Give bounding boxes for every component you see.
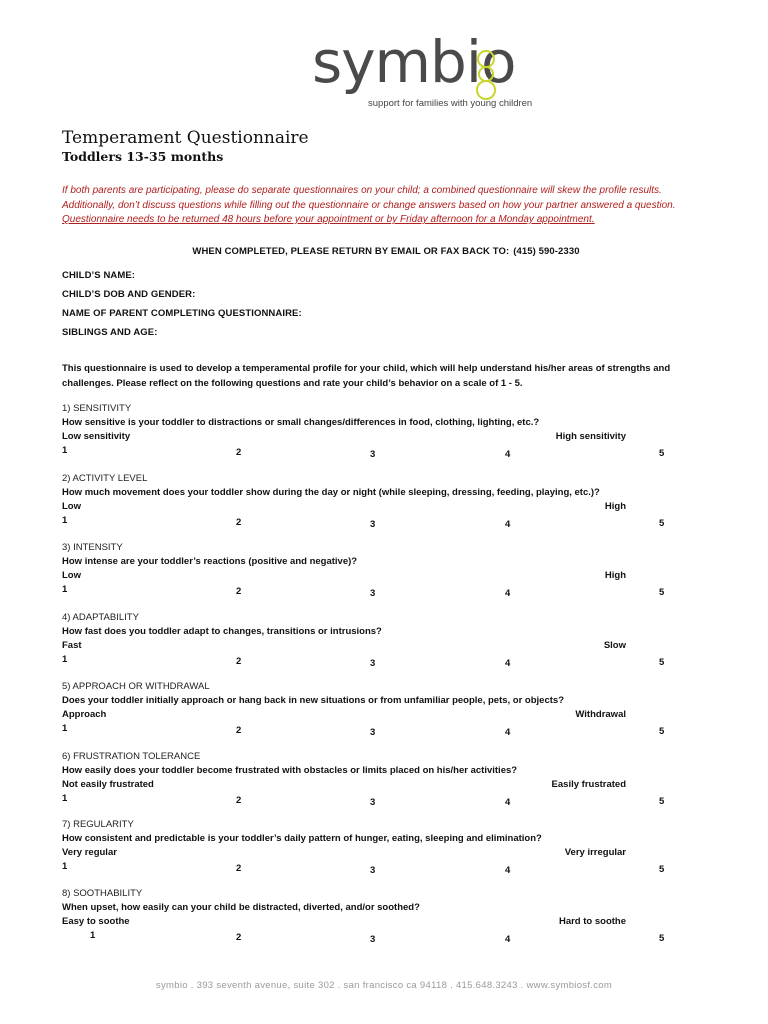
scale-option-4[interactable]: 4 bbox=[505, 519, 511, 530]
scale-option-3[interactable]: 3 bbox=[370, 519, 376, 530]
scale-option-2[interactable]: 2 bbox=[236, 795, 242, 806]
scale-low-label: Very regular bbox=[62, 847, 117, 858]
scale-option-4[interactable]: 4 bbox=[505, 658, 511, 669]
scale-option-1[interactable]: 1 bbox=[62, 723, 68, 734]
question-activity-level bbox=[62, 473, 712, 533]
scale-low-label: Low sensitivity bbox=[62, 431, 131, 442]
scale-high-label: Easily frustrated bbox=[551, 779, 626, 790]
question-text: How sensitive is your toddler to distractions or small changes/differences in food, clothing, lighting, etc.? bbox=[62, 417, 540, 428]
scale-option-5[interactable]: 5 bbox=[659, 933, 665, 944]
intro-paragraph: This questionnaire is used to develop a temperamental profile for your child, which will help understand his/her areas of strengths and challenges. Please reflect on the following questions and rate your child’s behavior on a scale of 1 - 5. bbox=[62, 363, 671, 389]
fax-number: (415) 590-2330 bbox=[513, 246, 580, 257]
scale-option-1[interactable]: 1 bbox=[90, 930, 96, 941]
scale-option-1[interactable]: 1 bbox=[62, 654, 68, 665]
logo-tagline: support for families with young children bbox=[368, 98, 533, 109]
scale-option-3[interactable]: 3 bbox=[370, 588, 376, 599]
return-text: WHEN COMPLETED, PLEASE RETURN BY EMAIL OR FAX BACK TO: bbox=[192, 246, 510, 257]
question-title: 4) ADAPTABILITY bbox=[62, 612, 139, 623]
scale-option-5[interactable]: 5 bbox=[659, 448, 665, 459]
scale-option-2[interactable]: 2 bbox=[236, 517, 242, 528]
question-text: How intense are your toddler’s reactions (positive and negative)? bbox=[62, 556, 358, 567]
instructions-notice bbox=[62, 184, 702, 228]
scale-low-label: Fast bbox=[62, 640, 82, 651]
question-approach-withdrawal bbox=[62, 681, 712, 741]
logo-wordmark: symbio bbox=[312, 28, 516, 96]
logo-circles-icon bbox=[466, 46, 506, 106]
return-instructions bbox=[0, 246, 768, 257]
scale-option-2[interactable]: 2 bbox=[236, 656, 242, 667]
scale-option-5[interactable]: 5 bbox=[659, 518, 665, 529]
scale-option-3[interactable]: 3 bbox=[370, 797, 376, 808]
scale-option-4[interactable]: 4 bbox=[505, 727, 511, 738]
notice-line: If both parents are participating, please do separate questionnaires on your child; a combined questionnaire will skew the profile results. bbox=[62, 185, 662, 196]
scale-option-1[interactable]: 1 bbox=[62, 515, 68, 526]
scale-option-3[interactable]: 3 bbox=[370, 449, 376, 460]
scale-low-label: Low bbox=[62, 570, 81, 581]
scale-high-label: Very irregular bbox=[564, 847, 626, 858]
question-regularity bbox=[62, 819, 712, 879]
scale-option-4[interactable]: 4 bbox=[505, 588, 511, 599]
scale-high-label: High bbox=[604, 570, 626, 581]
scale-option-2[interactable]: 2 bbox=[236, 932, 242, 943]
childs-name-field: CHILD’S NAME: bbox=[62, 270, 136, 281]
scale-high-label: High bbox=[604, 501, 626, 512]
scale-low-label: Approach bbox=[62, 709, 107, 720]
question-title: 1) SENSITIVITY bbox=[62, 403, 132, 414]
scale-option-3[interactable]: 3 bbox=[370, 658, 376, 669]
siblings-age-field: SIBLINGS AND AGE: bbox=[62, 327, 158, 338]
scale-option-2[interactable]: 2 bbox=[236, 447, 242, 458]
scale-low-label: Low bbox=[62, 501, 81, 512]
scale-option-4[interactable]: 4 bbox=[505, 865, 511, 876]
scale-high-label: Slow bbox=[603, 640, 626, 651]
scale-option-4[interactable]: 4 bbox=[505, 797, 511, 808]
question-text: How much movement does your toddler show during the day or night (while sleeping, dressing, feeding, playing, etc.)? bbox=[62, 487, 600, 498]
scale-high-label: High sensitivity bbox=[555, 431, 626, 442]
scale-option-1[interactable]: 1 bbox=[62, 793, 68, 804]
scale-option-2[interactable]: 2 bbox=[236, 586, 242, 597]
scale-option-2[interactable]: 2 bbox=[236, 725, 242, 736]
scale-high-label: Hard to soothe bbox=[558, 916, 626, 927]
page-title: Temperament Questionnaire bbox=[62, 128, 309, 148]
scale-option-3[interactable]: 3 bbox=[370, 934, 376, 945]
question-text: How easily does your toddler become frustrated with obstacles or limits placed on his/her activities? bbox=[62, 765, 518, 776]
question-text: When upset, how easily can your child be distracted, diverted, and/or soothed? bbox=[62, 902, 420, 913]
scale-option-3[interactable]: 3 bbox=[370, 865, 376, 876]
parent-name-field: NAME OF PARENT COMPLETING QUESTIONNAIRE: bbox=[62, 308, 302, 319]
scale-option-5[interactable]: 5 bbox=[659, 726, 665, 737]
question-title: 6) FRUSTRATION TOLERANCE bbox=[62, 751, 201, 762]
question-title: 5) APPROACH OR WITHDRAWAL bbox=[62, 681, 210, 692]
scale-option-1[interactable]: 1 bbox=[62, 445, 68, 456]
scale-high-label: Withdrawal bbox=[575, 709, 626, 720]
scale-option-5[interactable]: 5 bbox=[659, 657, 665, 668]
question-title: 2) ACTIVITY LEVEL bbox=[62, 473, 148, 484]
question-adaptability bbox=[62, 612, 712, 672]
scale-option-1[interactable]: 1 bbox=[62, 861, 68, 872]
scale-low-label: Easy to soothe bbox=[62, 916, 130, 927]
scale-option-4[interactable]: 4 bbox=[505, 934, 511, 945]
scale-option-4[interactable]: 4 bbox=[505, 449, 511, 460]
scale-low-label: Not easily frustrated bbox=[62, 779, 154, 790]
page-subtitle: Toddlers 13-35 months bbox=[62, 149, 224, 164]
scale-option-3[interactable]: 3 bbox=[370, 727, 376, 738]
question-soothability bbox=[62, 888, 712, 948]
notice-line-underlined: Questionnaire needs to be returned 48 hours before your appointment or by Friday afternoon for a Monday appointment. bbox=[62, 214, 595, 225]
symbio-logo bbox=[312, 28, 533, 114]
question-text: How consistent and predictable is your toddler’s daily pattern of hunger, eating, sleeping and elimination? bbox=[62, 833, 542, 844]
question-title: 7) REGULARITY bbox=[62, 819, 134, 830]
question-intensity bbox=[62, 542, 712, 602]
scale-option-1[interactable]: 1 bbox=[62, 584, 68, 595]
scale-option-5[interactable]: 5 bbox=[659, 864, 665, 875]
question-text: How fast does you toddler adapt to changes, transitions or intrusions? bbox=[62, 626, 382, 637]
page-footer: symbio . 393 seventh avenue, suite 302 . san francisco ca 94118 . 415.648.3243 . www.symbiosf.com bbox=[155, 980, 613, 991]
scale-option-2[interactable]: 2 bbox=[236, 863, 242, 874]
question-title: 3) INTENSITY bbox=[62, 542, 123, 553]
question-title: 8) SOOTHABILITY bbox=[62, 888, 143, 899]
childs-dob-gender-field: CHILD’S DOB AND GENDER: bbox=[62, 289, 196, 300]
scale-option-5[interactable]: 5 bbox=[659, 587, 665, 598]
question-sensitivity bbox=[62, 403, 712, 463]
question-text: Does your toddler initially approach or hang back in new situations or from unfamiliar people, pets, or objects? bbox=[62, 695, 564, 706]
scale-option-5[interactable]: 5 bbox=[659, 796, 665, 807]
question-frustration-tolerance bbox=[62, 751, 712, 811]
notice-line: Additionally, don’t discuss questions while filling out the questionnaire or change answers based on how your partner answered a question. bbox=[62, 199, 676, 211]
